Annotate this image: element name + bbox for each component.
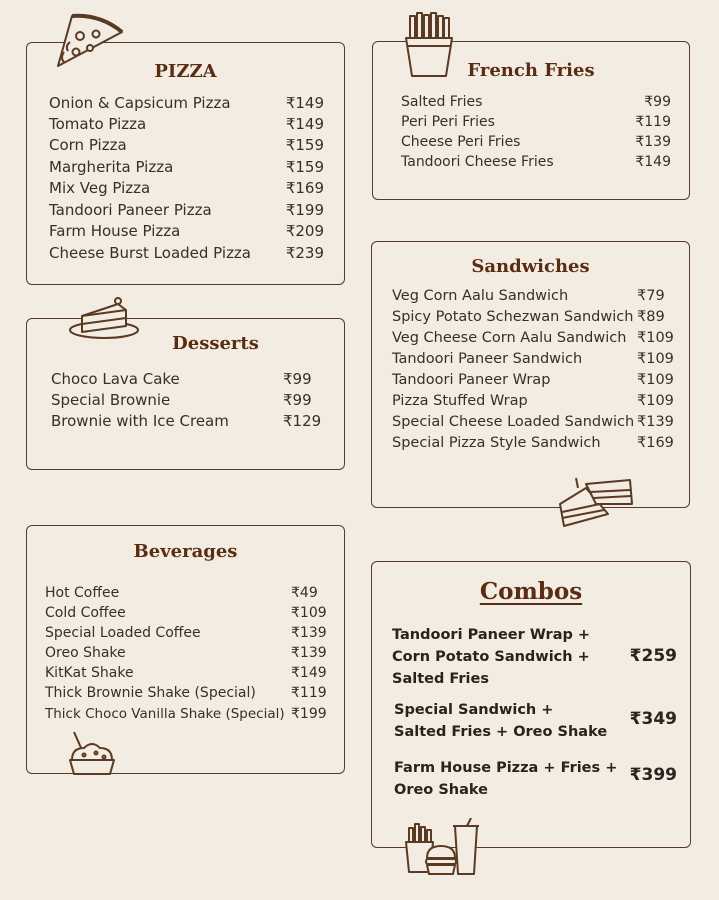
- item-name: Peri Peri Fries: [401, 114, 495, 130]
- menu-item: [392, 372, 675, 388]
- menu-item: [45, 665, 325, 681]
- item-price: ₹139: [291, 645, 327, 661]
- combo-line: Farm House Pizza + Fries +: [394, 760, 618, 776]
- combo-price: ₹349: [629, 709, 677, 729]
- desserts-section: [26, 318, 345, 470]
- menu-item: [49, 179, 324, 197]
- item-price: ₹99: [283, 391, 312, 409]
- item-name: Farm House Pizza: [49, 222, 181, 240]
- item-price: ₹49: [291, 585, 318, 601]
- menu-item: [49, 244, 324, 262]
- item-name: Mix Veg Pizza: [49, 179, 151, 197]
- menu-item: [45, 706, 325, 722]
- combos-section: [371, 561, 691, 848]
- item-name: Hot Coffee: [45, 585, 120, 601]
- item-name: Cold Coffee: [45, 605, 126, 621]
- item-name: Margherita Pizza: [49, 158, 174, 176]
- item-name: Onion & Capsicum Pizza: [49, 94, 231, 112]
- sandwiches-section: [371, 241, 690, 508]
- menu-item: [51, 370, 319, 388]
- item-price: ₹109: [637, 393, 674, 409]
- item-price: ₹139: [635, 134, 671, 150]
- menu-item: [45, 645, 325, 661]
- menu-item: [392, 414, 675, 430]
- pizza-title: PIZZA: [154, 61, 217, 82]
- cake-slice-icon: [68, 296, 140, 340]
- item-price: ₹169: [285, 179, 324, 197]
- beverages-title: Beverages: [133, 541, 238, 562]
- combo-line: Salted Fries: [392, 671, 489, 687]
- pizza-section: [26, 42, 345, 285]
- menu-item: [45, 625, 325, 641]
- item-name: Corn Pizza: [49, 136, 127, 154]
- item-price: ₹89: [637, 309, 665, 325]
- item-name: Cheese Burst Loaded Pizza: [49, 244, 252, 262]
- menu-item: [51, 412, 322, 430]
- pizza-slice-icon: [52, 8, 126, 72]
- item-price: ₹109: [637, 372, 674, 388]
- item-price: ₹199: [285, 201, 324, 219]
- menu-item: [45, 585, 325, 601]
- sandwiches-title: Sandwiches: [471, 256, 590, 277]
- item-name: Special Pizza Style Sandwich: [392, 435, 601, 451]
- combo-item: [392, 624, 677, 690]
- item-price: ₹109: [291, 605, 327, 621]
- menu-item: [45, 685, 325, 701]
- item-name: Veg Corn Aalu Sandwich: [392, 288, 569, 304]
- item-name: Thick Choco Vanilla Shake (Special): [45, 706, 285, 722]
- combo-item: [394, 699, 677, 743]
- item-name: Oreo Shake: [45, 645, 126, 661]
- milkshake-icon: [66, 730, 118, 778]
- item-price: ₹149: [635, 154, 671, 170]
- combo-item: [394, 757, 677, 801]
- item-price: ₹159: [285, 136, 324, 154]
- item-name: Special Brownie: [51, 391, 171, 409]
- fries-icon: [402, 12, 456, 78]
- item-price: ₹139: [637, 414, 674, 430]
- combo-line: Special Sandwich +: [394, 702, 554, 718]
- menu-item: [51, 391, 319, 409]
- item-name: Veg Cheese Corn Aalu Sandwich: [392, 330, 627, 346]
- item-name: Tandoori Paneer Pizza: [49, 201, 212, 219]
- item-name: Spicy Potato Schezwan Sandwich: [392, 309, 634, 325]
- item-price: ₹109: [637, 351, 674, 367]
- item-price: ₹149: [285, 94, 324, 112]
- menu-item: [392, 351, 675, 367]
- menu-item: [392, 330, 675, 346]
- menu-item: [401, 114, 671, 130]
- item-name: Choco Lava Cake: [51, 370, 180, 388]
- item-name: Pizza Stuffed Wrap: [392, 393, 528, 409]
- menu-item: [49, 158, 324, 176]
- item-price: ₹239: [285, 244, 324, 262]
- item-name: Cheese Peri Fries: [401, 134, 521, 150]
- item-price: ₹99: [283, 370, 312, 388]
- item-name: Tandoori Paneer Wrap: [392, 372, 551, 388]
- combo-line: Salted Fries + Oreo Shake: [394, 724, 608, 740]
- item-name: Tandoori Paneer Sandwich: [392, 351, 583, 367]
- combo-meal-icon: [403, 818, 483, 880]
- item-name: Tomato Pizza: [49, 115, 147, 133]
- item-name: Tandoori Cheese Fries: [401, 154, 554, 170]
- item-price: ₹129: [283, 412, 322, 430]
- item-name: Salted Fries: [401, 94, 483, 110]
- item-price: ₹169: [637, 435, 674, 451]
- combo-line: Oreo Shake: [394, 782, 488, 798]
- item-price: ₹159: [285, 158, 324, 176]
- menu-item: [392, 309, 675, 325]
- menu-item: [401, 134, 671, 150]
- combo-price: ₹399: [629, 765, 677, 785]
- menu-item: [45, 605, 325, 621]
- item-name: KitKat Shake: [45, 665, 134, 681]
- item-name: Brownie with Ice Cream: [51, 412, 229, 430]
- menu-item: [401, 94, 671, 110]
- item-price: ₹119: [635, 114, 671, 130]
- desserts-title: Desserts: [172, 333, 259, 354]
- item-price: ₹209: [285, 222, 324, 240]
- combo-price: ₹259: [629, 646, 677, 666]
- item-price: ₹149: [291, 665, 327, 681]
- combo-line: Corn Potato Sandwich +: [392, 649, 590, 665]
- sandwich-icon: [556, 474, 636, 530]
- combos-title: Combos: [479, 578, 583, 605]
- item-price: ₹139: [291, 625, 327, 641]
- menu-item: [392, 435, 675, 451]
- item-price: ₹119: [291, 685, 327, 701]
- item-name: Special Loaded Coffee: [45, 625, 201, 641]
- combo-line: Tandoori Paneer Wrap +: [392, 627, 591, 643]
- item-price: ₹99: [644, 94, 671, 110]
- menu-item: [49, 136, 324, 154]
- menu-item: [392, 288, 675, 304]
- item-price: ₹79: [637, 288, 665, 304]
- menu-item: [49, 201, 324, 219]
- menu-item: [401, 154, 671, 170]
- item-price: ₹109: [637, 330, 674, 346]
- item-price: ₹149: [285, 115, 324, 133]
- menu-item: [49, 94, 324, 112]
- item-name: Special Cheese Loaded Sandwich: [392, 414, 635, 430]
- item-price: ₹199: [291, 706, 327, 722]
- item-name: Thick Brownie Shake (Special): [45, 685, 256, 701]
- menu-item: [49, 222, 324, 240]
- menu-item: [49, 115, 324, 133]
- menu-item: [392, 393, 675, 409]
- french-fries-title: French Fries: [467, 60, 595, 81]
